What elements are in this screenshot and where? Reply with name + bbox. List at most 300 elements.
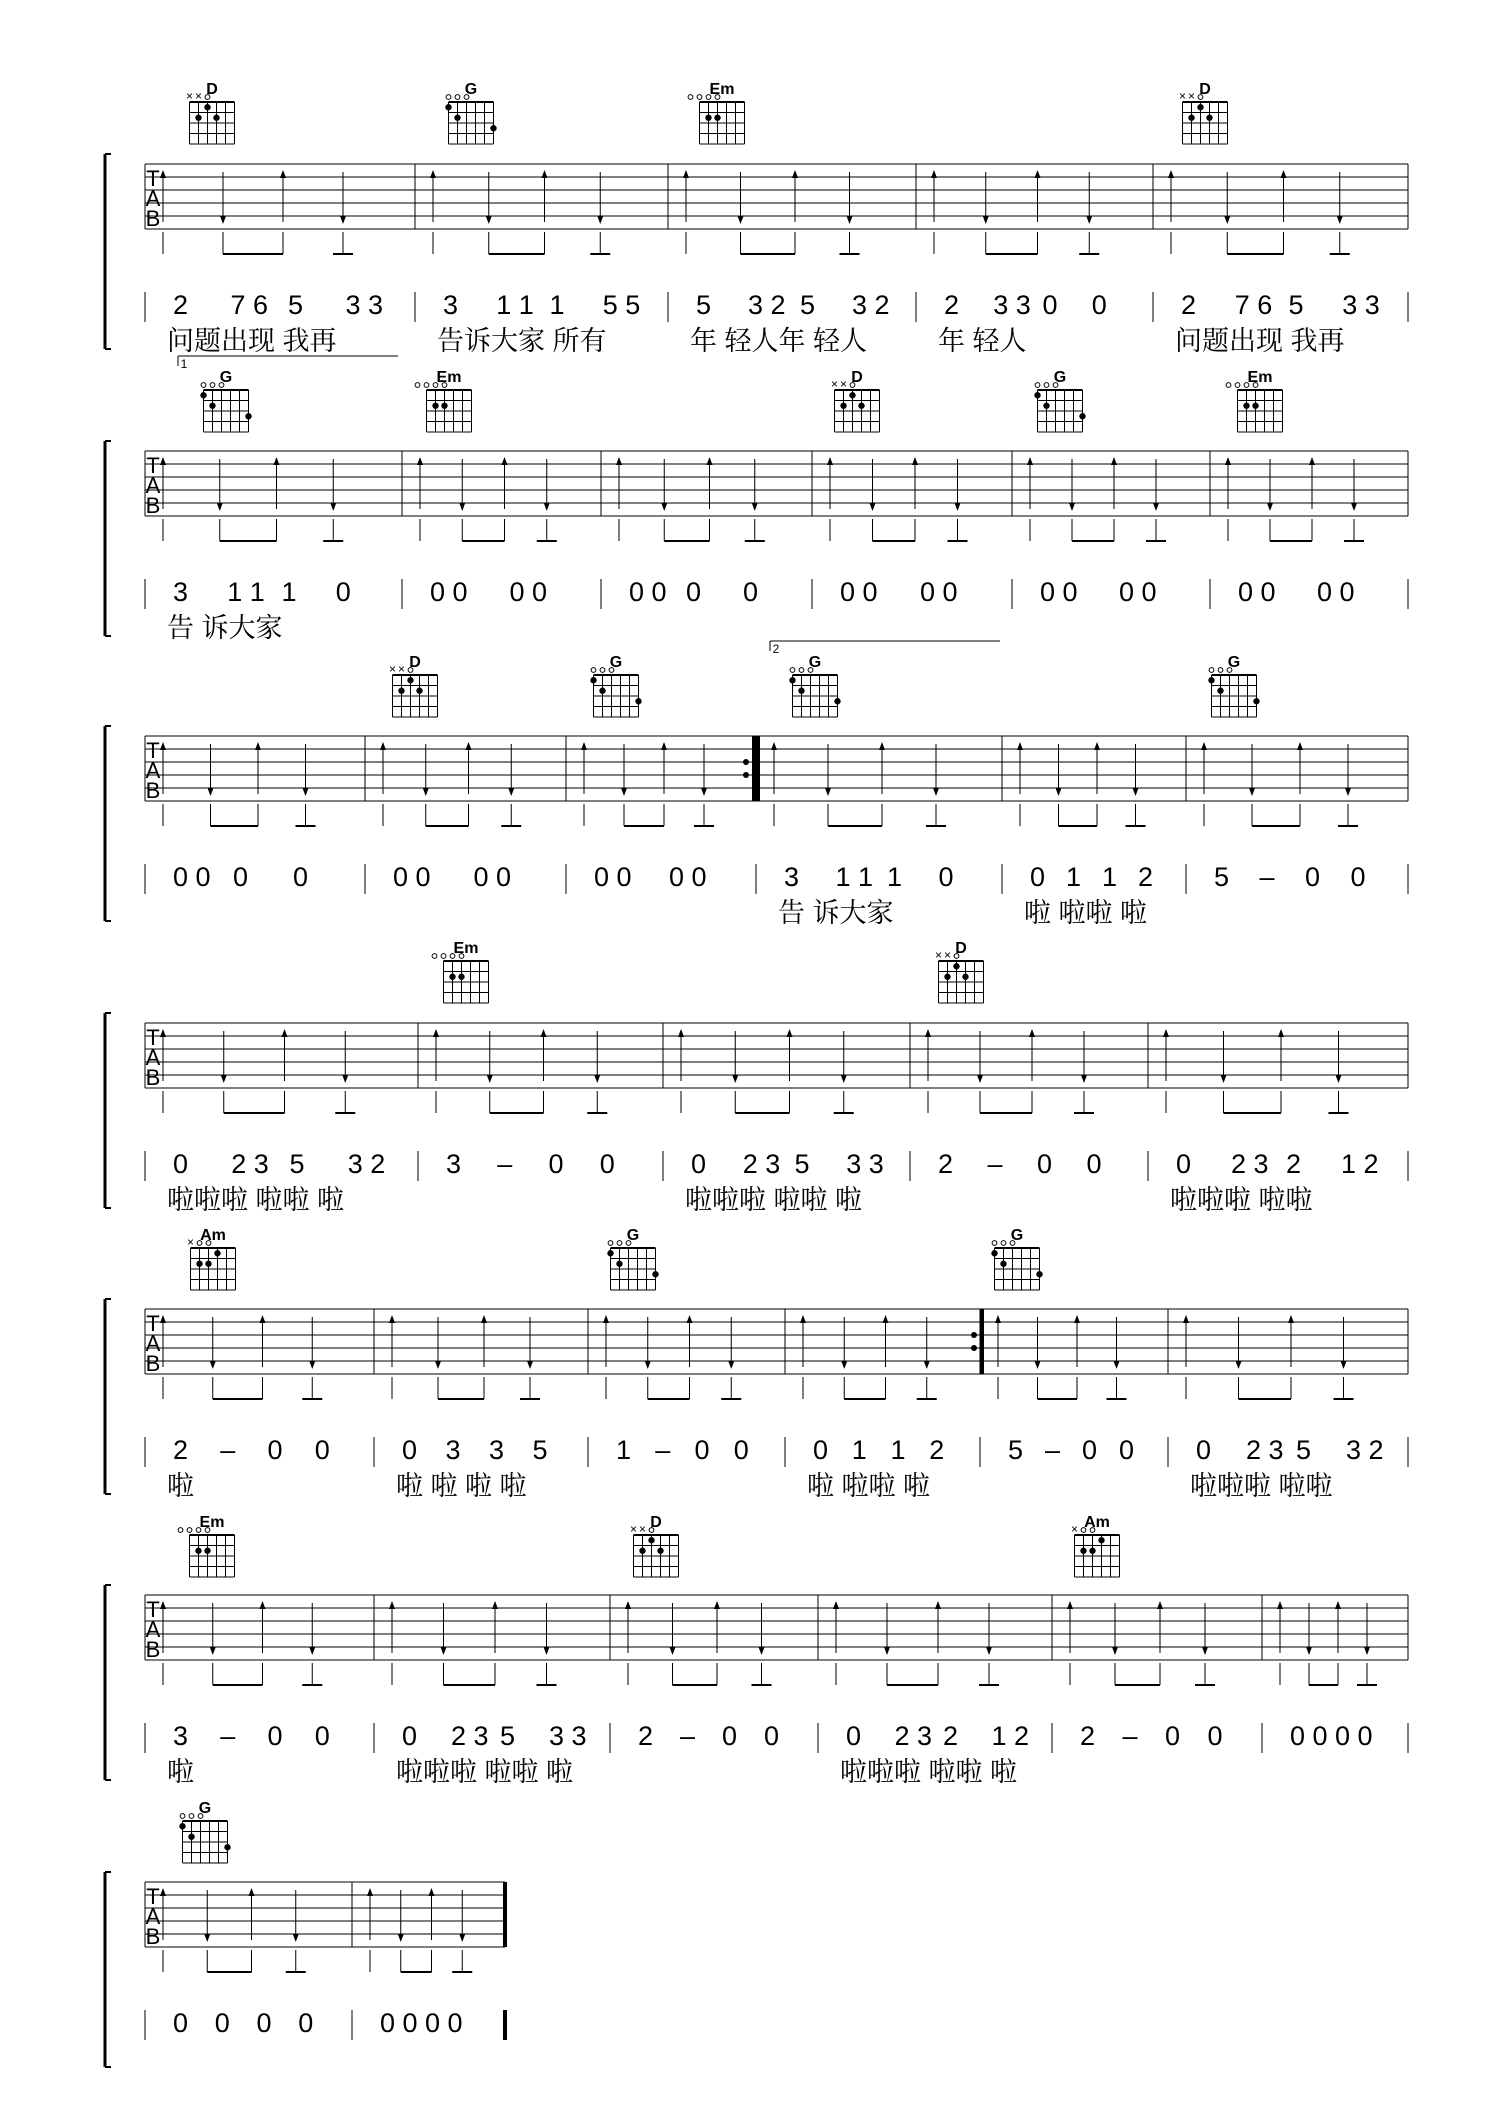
finger-dot	[1188, 115, 1194, 121]
arrow-head	[983, 216, 989, 224]
measure	[389, 1315, 548, 1501]
arrow-head	[330, 503, 336, 511]
finger-dot	[714, 115, 720, 121]
measure	[160, 170, 383, 356]
arrow-head	[759, 1647, 765, 1655]
finger-dot	[1098, 1537, 1104, 1543]
tab-system	[105, 1514, 1408, 1787]
chord-name: Em	[709, 81, 735, 98]
measure	[616, 457, 765, 607]
open-mark	[415, 383, 420, 388]
notation-number: 5	[1214, 862, 1230, 892]
lyric-text: 问题出现 我再	[1175, 326, 1345, 356]
notation-number: 0 0	[840, 577, 878, 607]
measure	[1225, 457, 1364, 607]
arrow-head	[435, 1361, 441, 1369]
notation-number: 0	[764, 1721, 780, 1751]
open-mark	[432, 954, 437, 959]
arrow-head	[955, 503, 961, 511]
chord-diagram-d	[630, 1514, 679, 1577]
finger-dot	[454, 115, 460, 121]
notation-number: 2	[173, 290, 189, 320]
notation-number: 0 0	[1317, 577, 1355, 607]
notation-number: 2 3	[742, 1149, 781, 1179]
arrow-head	[260, 1601, 266, 1609]
arrow-head	[508, 788, 514, 796]
chord-diagram-g	[179, 1800, 230, 1863]
arrow-head	[771, 742, 777, 750]
finger-dot	[245, 413, 251, 419]
tab-clef-t: T	[146, 1884, 160, 1909]
arrow-head	[274, 457, 280, 465]
notation-number: 0	[548, 1149, 564, 1179]
arrow-head	[160, 457, 166, 465]
finger-dot	[445, 104, 451, 110]
finger-dot	[398, 688, 404, 694]
arrow-head	[732, 1075, 738, 1083]
notation-number: 0	[267, 1435, 283, 1465]
arrow-head	[701, 788, 707, 796]
arrow-head	[160, 742, 166, 750]
notation-number: 5	[532, 1435, 548, 1465]
lyric-text: 啦啦啦 啦啦 啦	[167, 1185, 345, 1215]
notation-number: 2	[1138, 862, 1154, 892]
finger-dot	[705, 115, 711, 121]
arrow-head	[204, 1934, 210, 1942]
arrow-head	[541, 1029, 547, 1037]
notation-number: 5	[500, 1721, 516, 1751]
notation-number: 0	[314, 1721, 330, 1751]
arrow-head	[1168, 170, 1174, 178]
tab-clef-b: B	[145, 1065, 161, 1090]
open-mark	[441, 954, 446, 959]
notation-number: 2 3	[451, 1721, 489, 1751]
tab-clef-a: A	[145, 1045, 161, 1070]
notation-number: 0	[722, 1721, 738, 1751]
notation-number: 0	[1042, 290, 1058, 320]
finger-dot	[849, 392, 855, 398]
arrow-head	[481, 1315, 487, 1323]
arrow-head	[645, 1361, 651, 1369]
notation-number: 0	[214, 2008, 230, 2038]
notation-number: 0 0	[669, 862, 707, 892]
arrow-head	[1112, 1647, 1118, 1655]
arrow-head	[398, 1934, 404, 1942]
arrow-head	[459, 503, 465, 511]
chord-diagram-d	[186, 81, 235, 144]
chord-name: D	[851, 369, 863, 386]
finger-dot	[657, 1548, 663, 1554]
chord-name: D	[409, 654, 421, 671]
notation-number: 5	[289, 1149, 305, 1179]
arrow-head	[1249, 788, 1255, 796]
chord-diagram-g	[789, 654, 840, 717]
notation-number: 0 0	[1040, 577, 1078, 607]
open-mark	[992, 1241, 997, 1246]
notation-number: –	[1045, 1435, 1061, 1465]
notation-number: 2	[943, 1721, 959, 1751]
measure	[603, 1315, 749, 1465]
notation-number: 1 1	[496, 290, 534, 320]
open-mark	[1218, 668, 1223, 673]
notation-number: 0	[1305, 862, 1321, 892]
notation-number: 1	[1066, 862, 1082, 892]
tab-clef-b: B	[145, 778, 161, 803]
open-mark	[178, 1528, 183, 1533]
arrow-head	[309, 1361, 315, 1369]
notation-number: 0	[694, 1435, 710, 1465]
notation-number: 1 2	[1341, 1149, 1379, 1179]
open-mark	[180, 1814, 185, 1819]
notation-number: 0	[686, 577, 702, 607]
chord-diagram-em	[1226, 369, 1282, 432]
notation-number: 2 3	[1231, 1149, 1269, 1179]
measure	[827, 457, 968, 607]
tab-clef-a: A	[145, 758, 161, 783]
notation-number: 5	[800, 290, 816, 320]
open-mark	[187, 1528, 192, 1533]
arrow-head	[1111, 457, 1117, 465]
mute-mark: ×	[830, 377, 839, 391]
arrow-head	[621, 788, 627, 796]
chord-diagram-g	[607, 1227, 658, 1290]
arrow-head	[1035, 170, 1041, 178]
chord-name: Em	[436, 369, 462, 386]
arrow-head	[884, 1647, 890, 1655]
chord-diagram-g	[991, 1227, 1042, 1290]
notation-number: 0	[256, 2008, 272, 2038]
open-mark	[799, 668, 804, 673]
arrow-head	[1364, 1647, 1370, 1655]
notation-number: 2	[929, 1435, 945, 1465]
open-mark	[1035, 383, 1040, 388]
arrow-head	[603, 1315, 609, 1323]
arrow-head	[280, 170, 286, 178]
notation-number: 0	[402, 1721, 418, 1751]
chord-name: G	[1010, 1227, 1024, 1244]
chord-diagram-g	[445, 81, 496, 144]
open-mark	[201, 383, 206, 388]
open-mark	[455, 95, 460, 100]
measure	[1277, 1601, 1377, 1751]
arrow-head	[340, 216, 346, 224]
finger-dot	[214, 1250, 220, 1256]
notation-number: 0 0	[629, 577, 667, 607]
notation-number: 3	[446, 1149, 462, 1179]
tab-clef-t: T	[146, 166, 160, 191]
notation-number: 0 0	[1238, 577, 1276, 607]
open-mark	[697, 95, 702, 100]
measure	[925, 1029, 1102, 1179]
volta-number: 1	[180, 357, 188, 371]
open-mark	[608, 1241, 613, 1246]
notation-number: 0	[1091, 290, 1107, 320]
finger-dot	[204, 1548, 210, 1554]
repeat-dot	[743, 759, 749, 765]
measure	[581, 742, 714, 892]
arrow-head	[1221, 1075, 1227, 1083]
chord-name: G	[626, 1227, 640, 1244]
arrow-head	[1309, 457, 1315, 465]
chord-name: D	[206, 81, 218, 98]
finger-dot	[789, 677, 795, 683]
notation-number: 3 2	[1346, 1435, 1384, 1465]
finger-dot	[858, 403, 864, 409]
arrow-head	[827, 457, 833, 465]
notation-number: 0	[173, 1149, 189, 1179]
chord-name: G	[219, 369, 233, 386]
mute-mark: ×	[388, 662, 397, 676]
arrow-head	[661, 742, 667, 750]
chord-diagram-g	[200, 369, 251, 432]
finger-dot	[639, 1548, 645, 1554]
mute-mark: ×	[186, 1235, 195, 1249]
arrow-head	[879, 742, 885, 750]
measure	[678, 1029, 884, 1215]
measure	[160, 1601, 330, 1787]
chord-diagram-em	[688, 81, 744, 144]
notation-number: 0	[314, 1435, 330, 1465]
measure	[1067, 1601, 1223, 1751]
arrow-head	[1225, 457, 1231, 465]
notation-number: 0 0	[430, 577, 468, 607]
finger-dot	[179, 1823, 185, 1829]
arrow-head	[1163, 1029, 1169, 1037]
chord-name: Em	[1247, 369, 1273, 386]
measure	[1183, 1315, 1384, 1501]
notation-number: 1	[616, 1435, 632, 1465]
lyric-text: 告诉大家 所有	[437, 326, 607, 356]
arrow-head	[1067, 1601, 1073, 1609]
measure	[433, 1029, 615, 1179]
finger-dot	[635, 698, 641, 704]
notation-number: 3 3	[846, 1149, 884, 1179]
arrow-head	[752, 503, 758, 511]
measure	[683, 170, 890, 356]
lyric-text: 啦	[167, 1757, 194, 1787]
notation-number: 0	[402, 1435, 418, 1465]
arrow-head	[847, 216, 853, 224]
arrow-head	[870, 503, 876, 511]
open-mark	[591, 668, 596, 673]
arrow-head	[430, 170, 436, 178]
notation-number: 3 3	[1342, 290, 1380, 320]
arrow-head	[423, 788, 429, 796]
finger-dot	[449, 974, 455, 980]
open-mark	[189, 1814, 194, 1819]
tab-clef-t: T	[146, 1025, 160, 1050]
chord-name: Am	[1084, 1514, 1110, 1531]
arrow-head	[986, 1647, 992, 1655]
notation-number: 2	[1286, 1149, 1302, 1179]
arrow-head	[389, 1601, 395, 1609]
notation-number: 1	[1102, 862, 1118, 892]
chord-name: Em	[453, 940, 479, 957]
arrow-head	[160, 1888, 166, 1896]
arrow-head	[1056, 788, 1062, 796]
notation-number: 0 0 0 0	[1290, 1721, 1373, 1751]
measure	[160, 1029, 385, 1215]
finger-dot	[944, 974, 950, 980]
arrow-head	[1201, 742, 1207, 750]
notation-number: 0	[1082, 1435, 1098, 1465]
notation-number: 5	[794, 1149, 810, 1179]
measure	[625, 1601, 779, 1751]
lyric-text: 啦啦啦 啦啦	[1190, 1471, 1333, 1501]
tab-clef-b: B	[145, 206, 161, 231]
lyric-text: 啦	[167, 1471, 194, 1501]
arrow-head	[1086, 216, 1092, 224]
notation-number: 1 2	[991, 1721, 1030, 1751]
notation-number: 0	[691, 1149, 707, 1179]
finger-dot	[1036, 1271, 1042, 1277]
arrow-head	[542, 170, 548, 178]
arrow-head	[417, 457, 423, 465]
notation-number: 0	[293, 862, 309, 892]
arrow-head	[1029, 1029, 1035, 1037]
finger-dot	[1079, 413, 1085, 419]
tab-clef-a: A	[145, 473, 161, 498]
arrow-head	[995, 1315, 1001, 1323]
arrow-head	[1081, 1075, 1087, 1083]
notation-number: 2 3	[231, 1149, 269, 1179]
mute-mark: ×	[934, 948, 943, 962]
arrow-head	[544, 1647, 550, 1655]
finger-dot	[616, 1261, 622, 1267]
notation-number: 0	[599, 1149, 615, 1179]
arrow-head	[160, 1315, 166, 1323]
arrow-head	[1351, 503, 1357, 511]
arrow-head	[1069, 503, 1075, 511]
notation-number: 0 0	[1119, 577, 1157, 607]
arrow-head	[683, 170, 689, 178]
tab-system	[105, 1227, 1408, 1501]
finger-dot	[205, 1261, 211, 1267]
notation-number: 3	[489, 1435, 505, 1465]
notation-number: 5	[1296, 1435, 1312, 1465]
tab-clef-a: A	[145, 186, 161, 211]
notation-number: 0	[267, 1721, 283, 1751]
arrow-head	[486, 216, 492, 224]
arrow-head	[1297, 742, 1303, 750]
finger-dot	[1243, 403, 1249, 409]
notation-number: 5	[1008, 1435, 1024, 1465]
arrow-head	[1153, 503, 1159, 511]
finger-dot	[1080, 1548, 1086, 1554]
open-mark	[790, 668, 795, 673]
notation-number: 0 0	[393, 862, 431, 892]
finger-dot	[195, 115, 201, 121]
finger-dot	[195, 1548, 201, 1554]
notation-number: 0	[1350, 862, 1366, 892]
notation-number: 3	[173, 577, 189, 607]
chord-name: Am	[200, 1227, 226, 1244]
open-mark	[1235, 383, 1240, 388]
arrow-head	[160, 1601, 166, 1609]
arrow-head	[502, 457, 508, 465]
arrow-head	[1027, 457, 1033, 465]
chord-diagram-d	[389, 654, 438, 717]
notation-number: 0 0	[920, 577, 958, 607]
finger-dot	[458, 974, 464, 980]
notation-number: 1 1	[835, 862, 874, 892]
finger-dot	[1034, 392, 1040, 398]
arrow-head	[293, 1934, 299, 1942]
arrow-head	[924, 1361, 930, 1369]
notation-number: 1 1	[227, 577, 265, 607]
arrow-head	[367, 1888, 373, 1896]
chord-name: G	[1227, 654, 1241, 671]
repeat-dot	[971, 1345, 977, 1351]
arrow-head	[1035, 1361, 1041, 1369]
tab-clef-b: B	[145, 493, 161, 518]
chord-name: G	[808, 654, 822, 671]
tab-system	[105, 1800, 505, 2067]
finger-dot	[416, 688, 422, 694]
measure	[1027, 457, 1166, 607]
measure	[995, 1315, 1134, 1465]
tab-clef-t: T	[146, 738, 160, 763]
mute-mark: ×	[629, 1522, 638, 1536]
arrow-head	[466, 742, 472, 750]
arrow-head	[1094, 742, 1100, 750]
lyric-text: 啦啦啦 啦啦 啦	[396, 1757, 574, 1787]
notation-number: 0	[1037, 1149, 1053, 1179]
finger-dot	[1208, 677, 1214, 683]
finger-dot	[204, 104, 210, 110]
measure	[417, 457, 557, 607]
mute-mark: ×	[397, 662, 406, 676]
finger-dot	[196, 1261, 202, 1267]
arrow-head	[1335, 1601, 1341, 1609]
notation-number: 0	[733, 1435, 749, 1465]
arrow-head	[1236, 1361, 1242, 1369]
measure	[160, 1888, 313, 2038]
finger-dot	[441, 403, 447, 409]
notation-number: 0	[1030, 862, 1046, 892]
finger-dot	[1089, 1548, 1095, 1554]
arrow-head	[1278, 1029, 1284, 1037]
arrow-head	[935, 1601, 941, 1609]
lyric-text: 啦 啦啦 啦	[1024, 898, 1148, 928]
notation-number: –	[1122, 1721, 1138, 1751]
tab-clef-b: B	[145, 1637, 161, 1662]
lyric-text: 啦啦啦 啦啦	[1170, 1185, 1313, 1215]
mute-mark: ×	[1187, 89, 1196, 103]
finger-dot	[991, 1250, 997, 1256]
notation-number: 2	[938, 1149, 954, 1179]
lyric-text: 啦啦啦 啦啦 啦	[840, 1757, 1018, 1787]
measure	[771, 742, 954, 928]
notation-number: 2	[1080, 1721, 1096, 1751]
measure	[160, 742, 316, 892]
arrow-head	[933, 788, 939, 796]
arrow-head	[883, 1315, 889, 1323]
arrow-head	[825, 788, 831, 796]
chord-diagram-em	[178, 1514, 234, 1577]
finger-dot	[432, 403, 438, 409]
arrow-head	[389, 1315, 395, 1323]
chord-name: G	[464, 81, 478, 98]
tab-system	[105, 940, 1408, 1215]
notation-number: 5	[696, 290, 712, 320]
notation-number: 0	[743, 577, 759, 607]
measure	[833, 1601, 1029, 1787]
notation-number: 1	[890, 1435, 906, 1465]
chord-diagram-am	[187, 1227, 236, 1290]
chord-diagram-am	[1071, 1514, 1120, 1577]
notation-number: 0 0	[173, 862, 211, 892]
